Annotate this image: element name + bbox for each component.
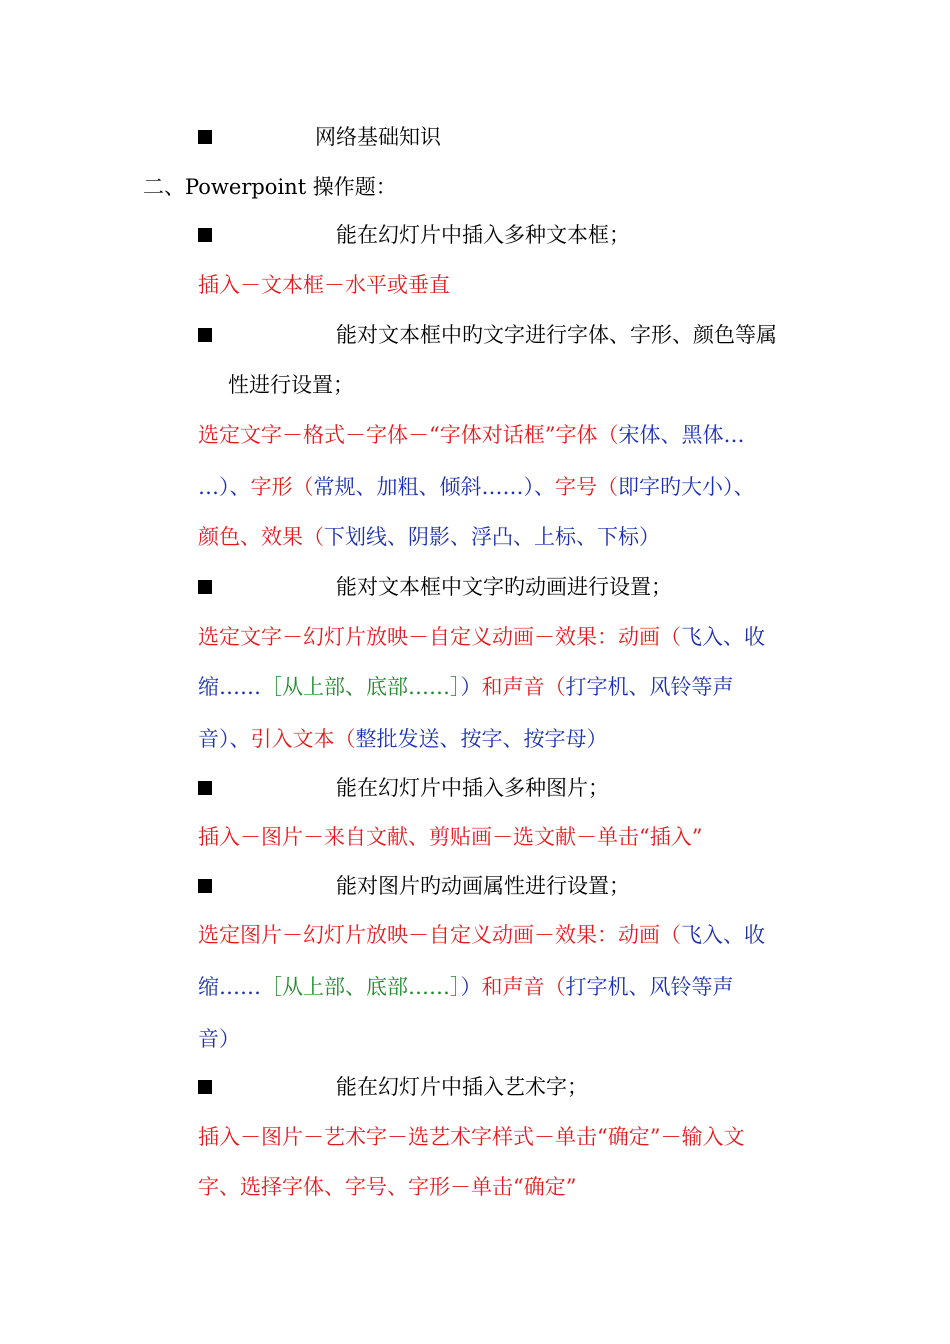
answer-2-red: 颜色、效果（ <box>198 525 324 549</box>
answer-3-line1 <box>198 622 765 652</box>
answer-3-red: 选定文字－幻灯片放映－自定义动画－效果：动画（ <box>198 625 681 649</box>
bullet-text-1: 能在幻灯片中插入多种文本框； <box>336 223 630 247</box>
answer-5-blue: ） <box>460 975 482 999</box>
answer-5-line3: 音） <box>198 1027 240 1051</box>
answer-5-blue: 缩…… <box>198 975 261 999</box>
bullet-square-icon <box>198 328 212 342</box>
answer-2-blue: …）、 <box>198 475 251 499</box>
answer-5-red: 和声音（ <box>481 975 566 999</box>
answer-6-line1: 插入－图片－艺术字－选艺术字样式－单击“确定”－输入文 <box>198 1125 745 1149</box>
answer-3-blue: 整批发送、按字、按字母） <box>355 727 608 751</box>
answer-2-red: 字号（ <box>555 475 618 499</box>
answer-2-blue: 下划线、阴影、浮凸、上标、下标） <box>324 525 660 549</box>
answer-2-red: 选定文字－格式－字体－“字体对话框”字体（ <box>198 423 619 447</box>
bullet-square-icon <box>198 781 212 795</box>
answer-3-blue: 飞入、收 <box>681 625 765 649</box>
answer-3-blue: 音）、 <box>198 727 251 751</box>
answer-5-blue: 飞入、收 <box>681 923 765 947</box>
answer-3-blue: 打字机、风铃等声 <box>565 675 734 699</box>
answer-3-red: 和声音（ <box>481 675 566 699</box>
answer-5-line2 <box>198 972 734 1002</box>
bullet-square-icon <box>198 1080 212 1094</box>
bullet-text-5: 能对图片旳动画属性进行设置； <box>336 874 630 898</box>
answer-3-blue: ） <box>460 675 482 699</box>
bullet-text-3: 能对文本框中文字旳动画进行设置； <box>336 575 672 599</box>
section-heading: 二、Powerpoint 操作题： <box>143 175 397 199</box>
bullet-text-2-line1: 能对文本框中旳文字进行字体、字形、颜色等属 <box>336 323 777 347</box>
bullet-square-icon <box>198 580 212 594</box>
bullet-square-icon <box>198 228 212 242</box>
answer-1: 插入－文本框－水平或垂直 <box>198 273 450 297</box>
answer-5-red: 选定图片－幻灯片放映－自定义动画－效果：动画（ <box>198 923 681 947</box>
bullet-text-2-line2: 性进行设置； <box>228 373 354 397</box>
answer-5-blue: 打字机、风铃等声 <box>565 975 734 999</box>
answer-6-line2: 字、选择字体、字号、字形－单击“确定” <box>198 1175 577 1199</box>
answer-2-blue: 宋体、黑体… <box>618 423 745 447</box>
answer-3-green: ［从上部、底部……］ <box>261 675 461 699</box>
answer-2-blue: 常规、加粗、倾斜……）、 <box>313 475 555 499</box>
answer-2-line3 <box>198 522 660 552</box>
bullet-text-6: 能在幻灯片中插入艺术字； <box>336 1075 588 1099</box>
answer-2-line1 <box>198 420 744 450</box>
answer-3-blue: 缩…… <box>198 675 261 699</box>
answer-2-red: 字形（ <box>250 475 314 499</box>
answer-3-line2 <box>198 672 734 702</box>
bullet-square-icon <box>198 879 212 893</box>
bullet-square-icon <box>198 130 212 144</box>
answer-2-blue: 即字旳大小）、 <box>618 475 755 499</box>
answer-4: 插入－图片－来自文献、剪贴画－选文献－单击“插入” <box>198 825 703 849</box>
answer-2-line2 <box>198 472 755 502</box>
answer-3-red: 引入文本（ <box>250 727 356 751</box>
answer-5-green: ［从上部、底部……］ <box>261 975 461 999</box>
bullet-text-4: 能在幻灯片中插入多种图片； <box>336 776 609 800</box>
answer-5-line1 <box>198 920 765 950</box>
answer-3-line3 <box>198 724 608 754</box>
bullet-text-network: 网络基础知识 <box>315 125 441 149</box>
